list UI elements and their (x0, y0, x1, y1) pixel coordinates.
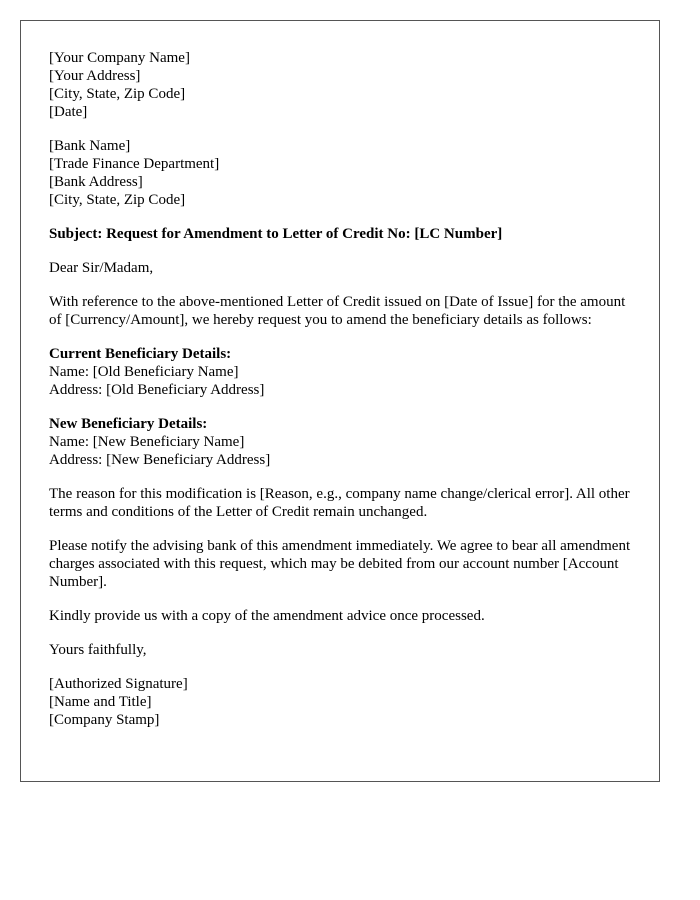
new-beneficiary-name: Name: [New Beneficiary Name] (49, 434, 245, 450)
current-beneficiary-heading: Current Beneficiary Details: (49, 346, 232, 362)
new-beneficiary-section (49, 415, 635, 469)
copy-request-paragraph: Kindly provide us with a copy of the amendment advice once processed. (49, 608, 485, 624)
recipient-department: [Trade Finance Department] (49, 156, 220, 172)
sender-address: [Your Address] (49, 68, 141, 84)
notify-paragraph: Please notify the advising bank of this amendment immediately. We agree to bear all amendment charges associated with this request, which may be debited from our account number [Account Number]. (49, 538, 631, 590)
new-beneficiary-address: Address: [New Beneficiary Address] (49, 452, 271, 468)
sender-city-state-zip: [City, State, Zip Code] (49, 86, 186, 102)
authorized-signature: [Authorized Signature] (49, 676, 188, 692)
recipient-block (49, 137, 635, 209)
company-stamp: [Company Stamp] (49, 712, 160, 728)
signature-block (49, 675, 635, 729)
recipient-city-state-zip: [City, State, Zip Code] (49, 192, 186, 208)
closing: Yours faithfully, (49, 642, 147, 658)
current-beneficiary-address: Address: [Old Beneficiary Address] (49, 382, 265, 398)
salutation: Dear Sir/Madam, (49, 260, 154, 276)
current-beneficiary-section (49, 345, 635, 399)
letter-body (49, 49, 635, 745)
sender-block (49, 49, 635, 121)
intro-paragraph: With reference to the above-mentioned Letter of Credit issued on [Date of Issue] for the amount of [Currency/Amount], we hereby request you to amend the beneficiary details as follows: (49, 294, 626, 328)
letter-frame (20, 20, 660, 782)
new-beneficiary-heading: New Beneficiary Details: (49, 416, 208, 432)
letter-date: [Date] (49, 104, 88, 120)
reason-paragraph: The reason for this modification is [Reason, e.g., company name change/clerical error]. All other terms and conditions of the Letter of Credit remain unchanged. (49, 486, 630, 520)
recipient-bank-name: [Bank Name] (49, 138, 131, 154)
current-beneficiary-name: Name: [Old Beneficiary Name] (49, 364, 239, 380)
recipient-bank-address: [Bank Address] (49, 174, 143, 190)
sender-company-name: [Your Company Name] (49, 50, 190, 66)
letter-subject: Subject: Request for Amendment to Letter of Credit No: [LC Number] (49, 226, 503, 242)
signatory-name-title: [Name and Title] (49, 694, 152, 710)
